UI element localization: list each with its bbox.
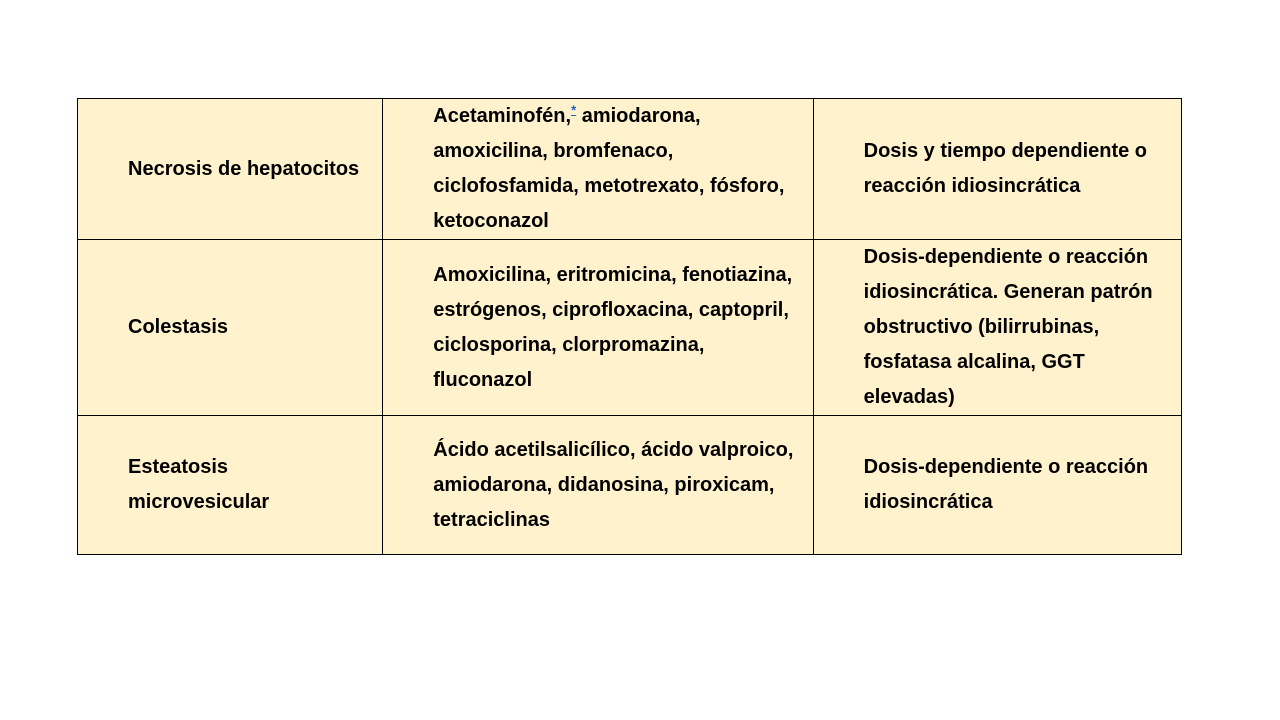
lesion-cell — [78, 416, 383, 555]
lesion-text: Necrosis de hepatocitos — [128, 157, 360, 180]
lesion-cell — [78, 99, 383, 240]
drugs-cell — [383, 416, 813, 555]
table-row — [78, 99, 1182, 240]
lesion-cell — [78, 240, 383, 416]
drugs-cell — [383, 240, 813, 416]
drugs-first-item: Acetaminofén, — [433, 105, 572, 127]
mechanism-cell — [813, 99, 1181, 240]
mechanism-text: Dosis y tiempo dependiente o reacción idiosincrática — [863, 140, 1148, 197]
drugs-text: Amoxicilina, eritromicina, fenotiazina, estrógenos, ciprofloxacina, captopril, ciclosporina, clorpromazina, fluconazol — [433, 263, 793, 391]
mechanism-text: Dosis-dependiente o reacción idiosincrática — [863, 456, 1149, 513]
lesion-text: Colestasis — [128, 316, 229, 338]
mechanism-text: Dosis-dependiente o reacción idiosincrática. Generan patrón obstructivo (bilirrubinas, fosfatasa alcalina, GGT elevadas) — [863, 246, 1153, 408]
mechanism-cell — [813, 416, 1181, 555]
mechanism-cell — [813, 240, 1181, 416]
footnote-reference-link[interactable]: * — [571, 102, 577, 118]
table-row — [78, 416, 1182, 555]
drugs-cell — [383, 99, 813, 240]
lesion-text: Esteatosis microvesicular — [128, 456, 270, 513]
drugs-text: Ácido acetilsalicílico, ácido valproico, amiodarona, didanosina, piroxicam, tetraciclinas — [433, 438, 794, 531]
hepatotoxicity-table — [77, 98, 1182, 555]
table-row — [78, 240, 1182, 416]
drugs-remaining: amiodarona, amoxicilina, bromfenaco, ciclofosfamida, metotrexato, fósforo, ketoconazol — [433, 105, 785, 232]
drugs-text — [383, 99, 812, 239]
